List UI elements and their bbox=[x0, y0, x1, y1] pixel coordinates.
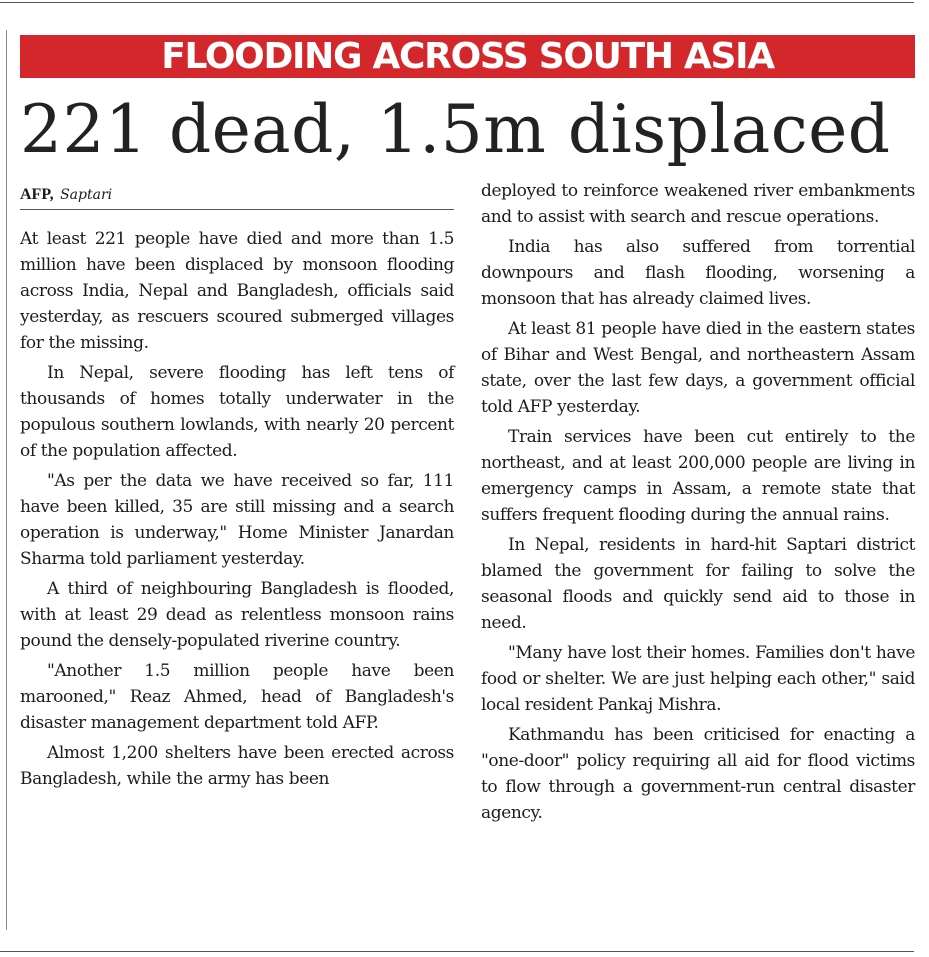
byline bbox=[20, 183, 454, 210]
paragraph: In Nepal, severe flooding has left tens of thousands of homes totally underwater in the populous southern lowlands, with nearly 20 percent of the population affected. bbox=[20, 363, 454, 461]
paragraph: A third of neighbouring Bangladesh is flooded, with at least 29 dead as relentless monsoon rains pound the densely-populated riverine country. bbox=[20, 579, 454, 651]
section-kicker-banner: FLOODING ACROSS SOUTH ASIA bbox=[20, 35, 915, 78]
paragraph: In Nepal, residents in hard-hit Saptari district blamed the government for failing to solve the seasonal floods and quickly send aid to those in need. bbox=[481, 535, 915, 633]
column-rule bbox=[6, 30, 7, 930]
byline-agency: AFP, bbox=[20, 186, 54, 203]
paragraph: Almost 1,200 shelters have been erected across Bangladesh, while the army has been bbox=[20, 743, 454, 789]
byline-dateline: Saptari bbox=[60, 187, 113, 203]
paragraph: "Another 1.5 million people have been marooned," Reaz Ahmed, head of Bangladesh's disaster management department told AFP. bbox=[20, 661, 454, 733]
paragraph: "Many have lost their homes. Families don't have food or shelter. We are just helping each other," said local resident Pankaj Mishra. bbox=[481, 643, 915, 715]
paragraph: Train services have been cut entirely to the northeast, and at least 200,000 people are living in emergency camps in Assam, a remote state that suffers frequent flooding during the annual rains. bbox=[481, 427, 915, 525]
top-divider-line bbox=[0, 2, 914, 3]
paragraph: "As per the data we have received so far, 111 have been killed, 35 are still missing and a search operation is underway," Home Minister Janardan Sharma told parliament yesterday. bbox=[20, 471, 454, 569]
paragraph: India has also suffered from torrential downpours and flash flooding, worsening a monsoon that has already claimed lives. bbox=[481, 237, 915, 309]
article-column-left bbox=[20, 226, 454, 792]
paragraph: deployed to reinforce weakened river embankments and to assist with search and rescue operations. bbox=[481, 181, 915, 227]
paragraph: At least 221 people have died and more than 1.5 million have been displaced by monsoon flooding across India, Nepal and Bangladesh, officials said yesterday, as rescuers scoured submerged villages for the missing. bbox=[20, 229, 454, 353]
article-headline: 221 dead, 1.5m displaced bbox=[20, 91, 891, 168]
article-column-right bbox=[481, 178, 915, 826]
bottom-divider-line bbox=[0, 951, 914, 952]
paragraph: At least 81 people have died in the eastern states of Bihar and West Bengal, and northeastern Assam state, over the last few days, a government official told AFP yesterday. bbox=[481, 319, 915, 417]
paragraph: Kathmandu has been criticised for enacting a "one-door" policy requiring all aid for flood victims to flow through a government-run central disaster agency. bbox=[481, 725, 915, 823]
